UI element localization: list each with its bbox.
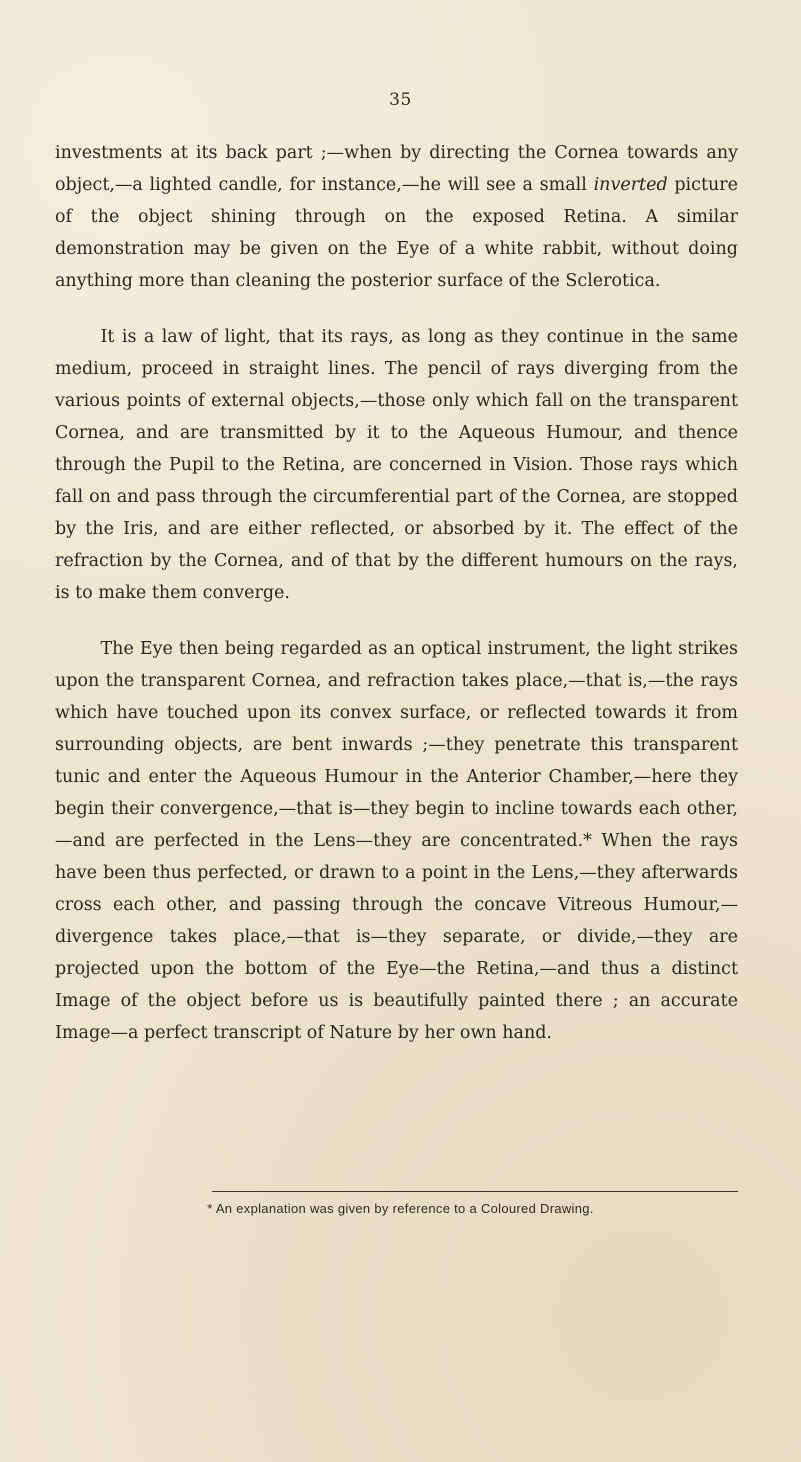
- paragraph-1-text-start: investments at its back part ;—when by directing the Cornea towards any object,—a lighted candle, for instance,—he will see a small: [55, 143, 738, 195]
- footnote-divider: [212, 1191, 738, 1192]
- paragraph-1-text-end: picture of the object shining through on the exposed Retina. A similar demonstration may be given on the Eye of a white rabbit, without doing anything more than cleaning the posterior surface of the Sclerotica.: [55, 175, 738, 291]
- paragraph-3: The Eye then being regarded as an optical instrument, the light strikes upon the transparent Cornea, and refraction takes place,—that is,—the rays which have touched upon its convex surface, or reflected towards it from surrounding objects, are bent inwards ;—they penetrate this transparent tunic and enter the Aqueous Humour in the Anterior Chamber,—here they begin their convergence,—that is—they begin to incline towards each other,—and are perfected in the Lens—they are concentrated.* When the rays have been thus perfected, or drawn to a point in the Lens,—they afterwards cross each other, and passing through the concave Vitreous Humour,—divergence takes place,—that is—they separate, or divide,—they are projected upon the bottom of the Eye—the Retina,—and thus a distinct Image of the object before us is beautifully painted there ; an accurate Image—a perfect transcript of Nature by her own hand.: [55, 639, 738, 1043]
- page-number: 35: [389, 90, 412, 110]
- emphasis-inverted: inverted: [593, 175, 668, 195]
- paragraph-1: [55, 137, 738, 297]
- paragraph-2: It is a law of light, that its rays, as long as they continue in the same medium, proceed in straight lines. The pencil of rays diverging from the various points of external objects,—those only which fall on the transparent Cornea, and are transmitted by it to the Aqueous Humour, and thence through the Pupil to the Retina, are concerned in Vision. Those rays which fall on and pass through the circumferential part of the Cornea, are stopped by the Iris, and are either reflected, or absorbed by it. The effect of the refraction by the Cornea, and of that by the different humours on the rays, is to make them converge.: [55, 327, 738, 603]
- body-text: [55, 137, 738, 1049]
- footnote: * An explanation was given by reference to a Coloured Drawing.: [207, 1201, 594, 1216]
